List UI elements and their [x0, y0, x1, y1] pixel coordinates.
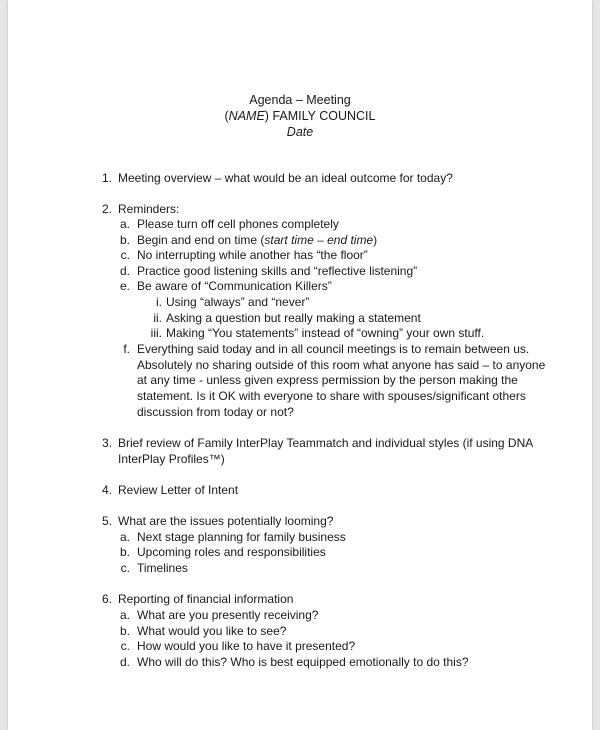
council-name: (NAME) FAMILY COUNCIL	[224, 109, 376, 123]
roman-item-text: Asking a question but really making a statement	[166, 311, 421, 325]
subitem-text-line: Absolutely no sharing outside of this room what anyone has said – to anyone	[137, 358, 546, 372]
item-number: 3.	[101, 436, 112, 450]
subitem-text-line: discussion from today or not?	[137, 405, 294, 419]
subitem-letter: b.	[119, 233, 130, 247]
agenda-item-text: Reminders:	[118, 202, 180, 216]
item-number: 5.	[101, 514, 112, 528]
subitem-letter: e.	[119, 279, 130, 293]
agenda-item-text-line: InterPlay Profiles™)	[118, 452, 225, 466]
roman-item-text: Making “You statements” instead of “owning” your own stuff.	[166, 326, 485, 340]
roman-numeral: iii.	[150, 326, 162, 340]
subitem-text-line: at any time - unless given express permission by the person making the	[137, 373, 518, 387]
subitem-letter: a.	[119, 530, 130, 544]
subitem-text: Timelines	[137, 561, 188, 575]
subitem-text: What would you like to see?	[137, 624, 287, 638]
subitem-letter: c.	[120, 639, 130, 653]
item-number: 4.	[101, 483, 112, 497]
agenda-item-text: Meeting overview – what would be an ideal outcome for today?	[118, 171, 453, 185]
subitem-letter: f.	[123, 342, 130, 356]
subitem-text: Please turn off cell phones completely	[137, 217, 339, 231]
agenda-item-text-line: Brief review of Family InterPlay Teammatch and individual styles (if using DNA	[118, 436, 534, 450]
roman-numeral: i.	[156, 295, 162, 309]
subitem-text: Next stage planning for family business	[137, 530, 346, 544]
subitem-text: Practice good listening skills and “reflective listening”	[137, 264, 418, 278]
meeting-date: Date	[286, 125, 314, 139]
subitem-letter: c.	[120, 248, 130, 262]
roman-numeral: ii.	[153, 311, 162, 325]
name-placeholder: NAME	[228, 109, 265, 123]
subitem-letter: b.	[119, 545, 130, 559]
subitem-text: Who will do this? Who is best equipped emotionally to do this?	[137, 655, 469, 669]
subitem-letter: a.	[119, 217, 130, 231]
agenda-item-text: What are the issues potentially looming?	[118, 514, 334, 528]
subitem-text-line: statement. Is it OK with everyone to share with spouses/significant others	[137, 389, 526, 403]
item-number: 2.	[101, 202, 112, 216]
subitem-letter: c.	[120, 561, 130, 575]
agenda-title: Agenda – Meeting	[249, 93, 351, 107]
subitem-letter: d.	[119, 264, 130, 278]
subitem-text-line: Everything said today and in all council meetings is to remain between us.	[137, 342, 530, 356]
council-label: FAMILY COUNCIL	[268, 109, 376, 123]
subitem-text: Upcoming roles and responsibilities	[137, 545, 326, 559]
subitem-text: Be aware of “Communication Killers”	[137, 279, 332, 293]
roman-item-text: Using “always” and “never”	[166, 295, 310, 309]
time-placeholder: start time – end time	[264, 233, 374, 247]
subitem-text: Begin and end on time (start time – end time)	[137, 233, 378, 247]
subitem-text: No interrupting while another has “the floor”	[137, 248, 368, 262]
item-number: 1.	[101, 171, 112, 185]
subitem-text: What are you presently receiving?	[137, 608, 319, 622]
subitem-text: How would you like to have it presented?	[137, 639, 356, 653]
agenda-item-text: Reporting of financial information	[118, 592, 294, 606]
item-number: 6.	[101, 592, 112, 606]
document-page	[8, 0, 592, 730]
agenda-item-text: Review Letter of Intent	[118, 483, 239, 497]
subitem-letter: d.	[119, 655, 130, 669]
subitem-letter: a.	[119, 608, 130, 622]
subitem-letter: b.	[119, 624, 130, 638]
